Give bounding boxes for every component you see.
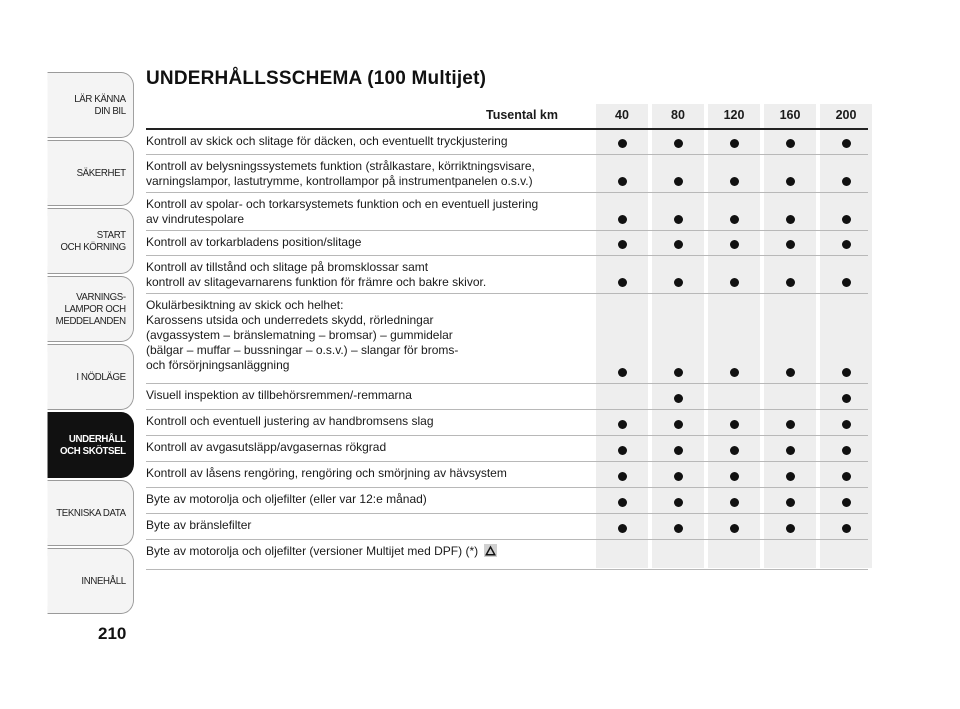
chapter-tabs <box>40 72 134 616</box>
mark-80km <box>674 472 683 481</box>
mark-40km <box>618 278 627 287</box>
mark-120km <box>730 498 739 507</box>
tab-label: START OCH KÖRNING <box>60 229 126 253</box>
tab-label: UNDERHÅLL OCH SKÖTSEL <box>59 433 126 457</box>
tab-chapter-7[interactable] <box>48 480 134 546</box>
tab-label: INNEHÅLL <box>81 575 126 587</box>
tab-label: TEKNISKA DATA <box>56 507 126 519</box>
mark-40km <box>618 177 627 186</box>
row-description: Byte av bränslefilter <box>146 518 252 532</box>
mark-80km <box>674 278 683 287</box>
mark-120km <box>730 177 739 186</box>
mark-40km <box>618 524 627 533</box>
row-description: Kontroll av belysningssystemets funktion (strålkastare, körriktningsvisare, varningslampor, lastutrymme, kontrollampor på instrumentpanelen o.s.v.) <box>146 159 535 188</box>
mark-200km <box>842 524 851 533</box>
mark-200km <box>842 139 851 148</box>
mark-200km <box>842 394 851 403</box>
row-description: Kontroll av tillstånd och slitage på bromsklossar samt kontroll av slitagevarnarens funktion för främre och bakre skivor. <box>146 260 487 289</box>
row-description: Kontroll av låsens rengöring, rengöring och smörjning av hävsystem <box>146 466 507 480</box>
page-number: 210 <box>98 624 127 643</box>
mark-200km <box>842 420 851 429</box>
mark-40km <box>618 420 627 429</box>
table-row <box>146 540 868 570</box>
mark-160km <box>786 139 795 148</box>
tab-label: LÄR KÄNNA DIN BIL <box>74 93 126 117</box>
column-header-120: 120 <box>723 108 745 122</box>
warning-triangle-icon <box>484 544 497 557</box>
mark-80km <box>674 139 683 148</box>
tab-chapter-2[interactable] <box>48 140 134 206</box>
tab-chapter-1[interactable] <box>48 72 134 138</box>
mark-120km <box>730 139 739 148</box>
mark-200km <box>842 215 851 224</box>
row-description: Kontroll av spolar- och torkarsystemets funktion och en eventuell justering av vindrutespolare <box>146 197 539 226</box>
mark-160km <box>786 368 795 377</box>
table-row <box>146 256 868 294</box>
mark-120km <box>730 278 739 287</box>
tab-label: I NÖDLÄGE <box>76 371 126 383</box>
page-title: UNDERHÅLLSSCHEMA (100 Multijet) <box>146 68 487 89</box>
table-row <box>146 294 868 384</box>
table-row <box>146 488 868 514</box>
mark-40km <box>618 446 627 455</box>
mark-160km <box>786 446 795 455</box>
mark-160km <box>786 240 795 249</box>
table-row <box>146 155 868 193</box>
mark-200km <box>842 177 851 186</box>
table-row <box>146 462 868 488</box>
table-row <box>146 384 868 410</box>
mark-40km <box>618 472 627 481</box>
row-description: Kontroll av skick och slitage för däcken, och eventuellt tryckjustering <box>146 134 508 148</box>
mark-80km <box>674 420 683 429</box>
mark-40km <box>618 215 627 224</box>
mark-160km <box>786 498 795 507</box>
mark-80km <box>674 368 683 377</box>
tab-chapter-4[interactable] <box>48 276 134 342</box>
mark-80km <box>674 394 683 403</box>
row-description: Byte av motorolja och oljefilter (versioner Multijet med DPF) (*) <box>146 540 581 559</box>
mark-200km <box>842 240 851 249</box>
mark-200km <box>842 368 851 377</box>
mark-120km <box>730 472 739 481</box>
row-description: Kontroll och eventuell justering av handbromsens slag <box>146 414 434 428</box>
mark-200km <box>842 278 851 287</box>
mark-120km <box>730 240 739 249</box>
mark-80km <box>674 177 683 186</box>
mark-40km <box>618 368 627 377</box>
row-description: Kontroll av avgasutsläpp/avgasernas rökgrad <box>146 440 387 454</box>
mark-120km <box>730 368 739 377</box>
row-description: Byte av motorolja och oljefilter (eller var 12:e månad) <box>146 492 427 506</box>
table-header <box>146 104 868 130</box>
row-description: Visuell inspektion av tillbehörsremmen/-remmarna <box>146 388 412 402</box>
mark-160km <box>786 524 795 533</box>
tab-chapter-3[interactable] <box>48 208 134 274</box>
column-header-160: 160 <box>779 108 801 122</box>
mark-40km <box>618 240 627 249</box>
mark-80km <box>674 498 683 507</box>
mark-80km <box>674 215 683 224</box>
tab-chapter-8[interactable] <box>48 548 134 614</box>
table-row <box>146 436 868 462</box>
tab-label: VARNINGS- LAMPOR OCH MEDDELANDEN <box>55 291 126 327</box>
table-row <box>146 231 868 256</box>
column-header-200: 200 <box>835 108 857 122</box>
mark-160km <box>786 177 795 186</box>
mark-120km <box>730 215 739 224</box>
mark-120km <box>730 446 739 455</box>
mark-160km <box>786 278 795 287</box>
row-description: Kontroll av torkarbladens position/slitage <box>146 235 362 249</box>
table-row <box>146 514 868 540</box>
unit-label: Tusental km <box>485 108 558 122</box>
mark-200km <box>842 498 851 507</box>
column-header-80: 80 <box>671 108 685 122</box>
mark-40km <box>618 498 627 507</box>
table-row <box>146 410 868 436</box>
tab-chapter-6[interactable] <box>48 412 134 478</box>
tab-chapter-5[interactable] <box>48 344 134 410</box>
tab-label: SÄKERHET <box>76 167 126 179</box>
column-header-40: 40 <box>615 108 629 122</box>
table-row <box>146 130 868 155</box>
mark-120km <box>730 524 739 533</box>
mark-160km <box>786 420 795 429</box>
mark-160km <box>786 472 795 481</box>
mark-200km <box>842 446 851 455</box>
mark-40km <box>618 139 627 148</box>
table-row <box>146 193 868 231</box>
mark-160km <box>786 215 795 224</box>
mark-120km <box>730 420 739 429</box>
maintenance-table <box>146 104 868 570</box>
mark-80km <box>674 446 683 455</box>
mark-80km <box>674 240 683 249</box>
mark-200km <box>842 472 851 481</box>
row-description: Okulärbesiktning av skick och helhet: Karossens utsida och underredets skydd, rörledningar (avgassystem – bränslematning – bromsar) – gummidelar (bälgar – muffar – bussningar – o.s.v.) – slangar för broms- och försörjningsanläggning <box>146 298 459 372</box>
mark-80km <box>674 524 683 533</box>
